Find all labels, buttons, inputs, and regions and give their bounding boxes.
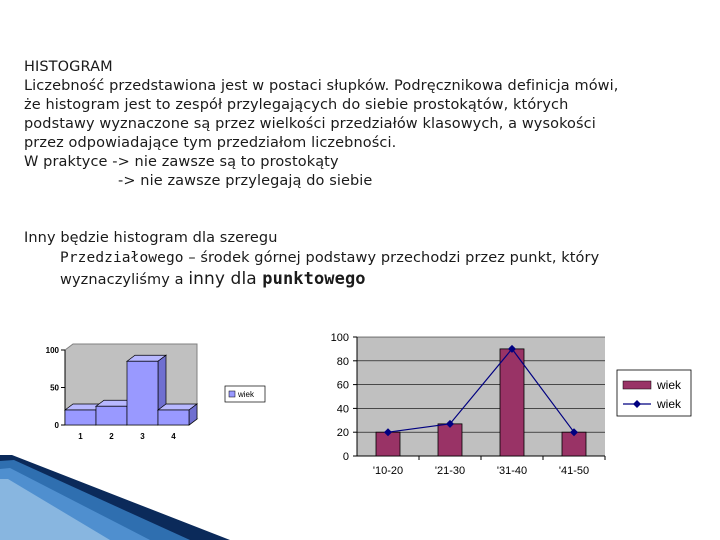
x-tick-label: '31-40 (496, 465, 528, 477)
x-tick-label: 1 (78, 432, 83, 441)
text-line: Liczebność przedstawiona jest w postaci słupków. Podręcznikowa definicja mówi, (24, 78, 619, 94)
histogram-combo-chart (315, 325, 695, 485)
histogram-3d-chart (30, 340, 280, 450)
y-tick-label: 40 (336, 403, 349, 416)
text-line: W praktyce -> nie zawsze są to prostokąty (24, 154, 339, 170)
text-line (60, 270, 366, 290)
text-line: Inny będzie histogram dla szeregu (24, 230, 278, 246)
bar (127, 361, 158, 425)
bar (65, 410, 96, 425)
legend-label: wiek (657, 378, 682, 392)
x-tick-label: 3 (140, 432, 145, 441)
x-tick-label: 2 (109, 432, 114, 441)
text-line: że histogram jest to zespół przylegających do siebie prostokątów, których (24, 97, 569, 113)
x-tick-label: 4 (171, 432, 176, 441)
legend-label: wiek (657, 397, 682, 411)
y-tick-label: 100 (330, 332, 349, 344)
y-tick-label: 0 (342, 451, 349, 463)
text-span: inny dla (188, 269, 263, 289)
x-tick-label: '10-20 (372, 465, 404, 477)
y-tick-label: 100 (45, 346, 59, 355)
bold-term: Przedziałowego (60, 250, 184, 266)
text-line: -> nie zawsze przylegają do siebie (118, 173, 373, 189)
heading: HISTOGRAM (24, 59, 113, 75)
y-tick-label: 50 (50, 383, 59, 393)
legend-label: wiek (238, 390, 255, 399)
y-tick-label: 20 (336, 427, 349, 440)
bar (438, 424, 462, 456)
corner-stripes (0, 455, 230, 540)
text-line: podstawy wyznaczone są przez wielkości przedziałów klasowych, a wysokości (24, 116, 596, 132)
bar (500, 349, 524, 456)
legend-swatch (229, 391, 235, 397)
text-line: przez odpowiadające tym przedziałom liczebności. (24, 135, 397, 151)
bar (96, 406, 127, 425)
y-tick-label: 80 (336, 355, 349, 368)
bold-term: punktowego (262, 269, 366, 289)
text-line (60, 249, 599, 268)
y-tick-label: 60 (336, 379, 349, 392)
text-span: – środek górnej podstawy przechodzi przez punkt, który (183, 250, 600, 266)
bar (158, 410, 189, 425)
legend-swatch (623, 381, 651, 389)
x-tick-label: '21-30 (434, 465, 466, 477)
x-tick-label: '41-50 (558, 465, 590, 477)
y-tick-label: 0 (54, 421, 59, 430)
text-span: wyznaczyliśmy a (60, 272, 189, 288)
